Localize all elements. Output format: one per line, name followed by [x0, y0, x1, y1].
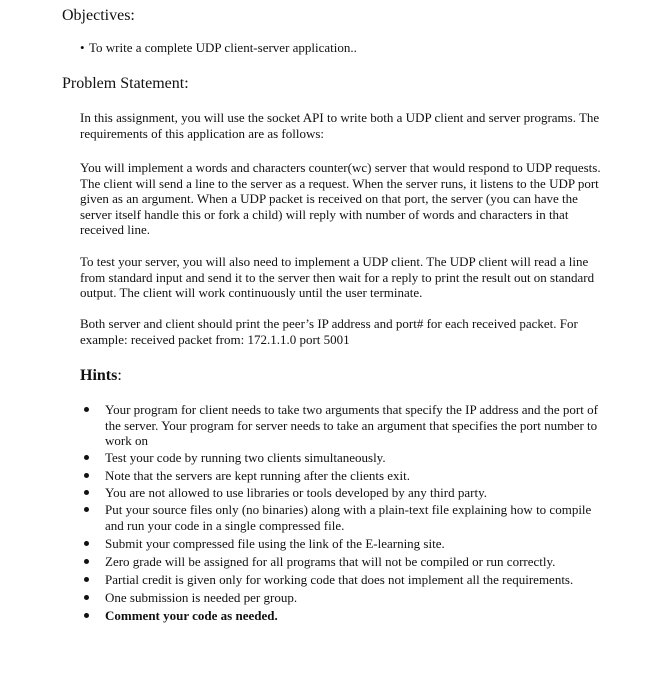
hints-heading-colon: :: [117, 367, 122, 384]
bullet-icon: [84, 455, 89, 460]
bullet-icon: [84, 490, 89, 495]
paragraph-line: To test your server, you will also need to implement a UDP client. The UDP client will read a line: [80, 254, 589, 269]
problem-statement-heading: Problem Statement:: [62, 75, 189, 92]
hints-heading-text: Hints: [80, 367, 118, 384]
bullet-icon: •: [80, 40, 85, 55]
bullet-icon: [84, 473, 89, 478]
hint-text: [105, 554, 555, 570]
hints-heading: [80, 366, 122, 386]
bullet-icon: [84, 559, 89, 564]
objective-text: To write a complete UDP client-server application..: [89, 40, 357, 55]
bullet-icon: [84, 541, 89, 546]
paragraph-line: example: received packet from: 172.1.1.0 port 5001: [80, 331, 350, 347]
hint-text: [105, 402, 598, 449]
hint-text: [105, 572, 573, 588]
hint-line: the server. Your program for server needs to take an argument that specifies the port number to: [105, 417, 598, 433]
bullet-icon: [84, 613, 89, 618]
bullet-icon: [84, 595, 89, 600]
bullet-icon: [84, 577, 89, 582]
hint-line: Comment your code as needed.: [105, 608, 278, 623]
paragraph-server: [80, 160, 655, 238]
hint-text: [105, 590, 297, 606]
hint-line: One submission is needed per group.: [105, 590, 298, 605]
paragraph-peer-address: [80, 316, 655, 347]
hint-text: [105, 468, 410, 484]
paragraph-line: from standard input and send it to the server then wait for a reply to print the result out on standard: [80, 269, 595, 285]
hint-line: Put your source files only (no binaries) along with a plain-text file explaining how to compile: [105, 502, 592, 517]
paragraph-intro: [80, 110, 655, 141]
paragraph-line: output. The client will work continuously until the user terminate.: [80, 285, 423, 301]
hint-line: Your program for client needs to take two arguments that specify the IP address and the port of: [105, 402, 598, 417]
hint-line: Zero grade will be assigned for all programs that will not be compiled or run correctly.: [105, 554, 556, 569]
objective-item: [80, 40, 357, 56]
paragraph-line: received line.: [80, 222, 151, 238]
paragraph-line: server itself handle this or fork a child) will reply with number of words and characters in that: [80, 206, 569, 222]
hint-line: Partial credit is given only for working code that does not implement all the requirements.: [105, 572, 574, 587]
bullet-icon: [84, 507, 89, 512]
paragraph-line: given as an argument. When a UDP packet is received on that port, the server (you can have the: [80, 191, 578, 207]
objectives-heading: Objectives:: [62, 7, 135, 24]
paragraph-line: You will implement a words and characters counter(wc) server that would respond to UDP requests.: [80, 160, 601, 175]
paragraph-line: requirements of this application are as follows:: [80, 125, 325, 141]
hint-line: and run your code in a single compressed file.: [105, 517, 345, 533]
hint-text: [105, 502, 591, 533]
hint-line: Submit your compressed file using the link of the E-learning site.: [105, 536, 445, 551]
paragraph-client: [80, 254, 655, 301]
hint-line: Test your code by running two clients simultaneously.: [105, 450, 386, 465]
hint-text: [105, 608, 278, 624]
hint-line: You are not allowed to use libraries or tools developed by any third party.: [105, 485, 487, 500]
hint-text: [105, 485, 487, 501]
bullet-icon: [84, 407, 89, 412]
hint-line: work on: [105, 433, 148, 449]
hint-text: [105, 450, 386, 466]
paragraph-line: The client will send a line to the server as a request. When the server runs, it listens to the UDP port: [80, 175, 599, 191]
hint-line: Note that the servers are kept running after the clients exit.: [105, 468, 411, 483]
hint-text: [105, 536, 445, 552]
paragraph-line: Both server and client should print the peer’s IP address and port# for each received packet. For: [80, 316, 578, 331]
paragraph-line: In this assignment, you will use the socket API to write both a UDP client and server programs. The: [80, 110, 600, 125]
